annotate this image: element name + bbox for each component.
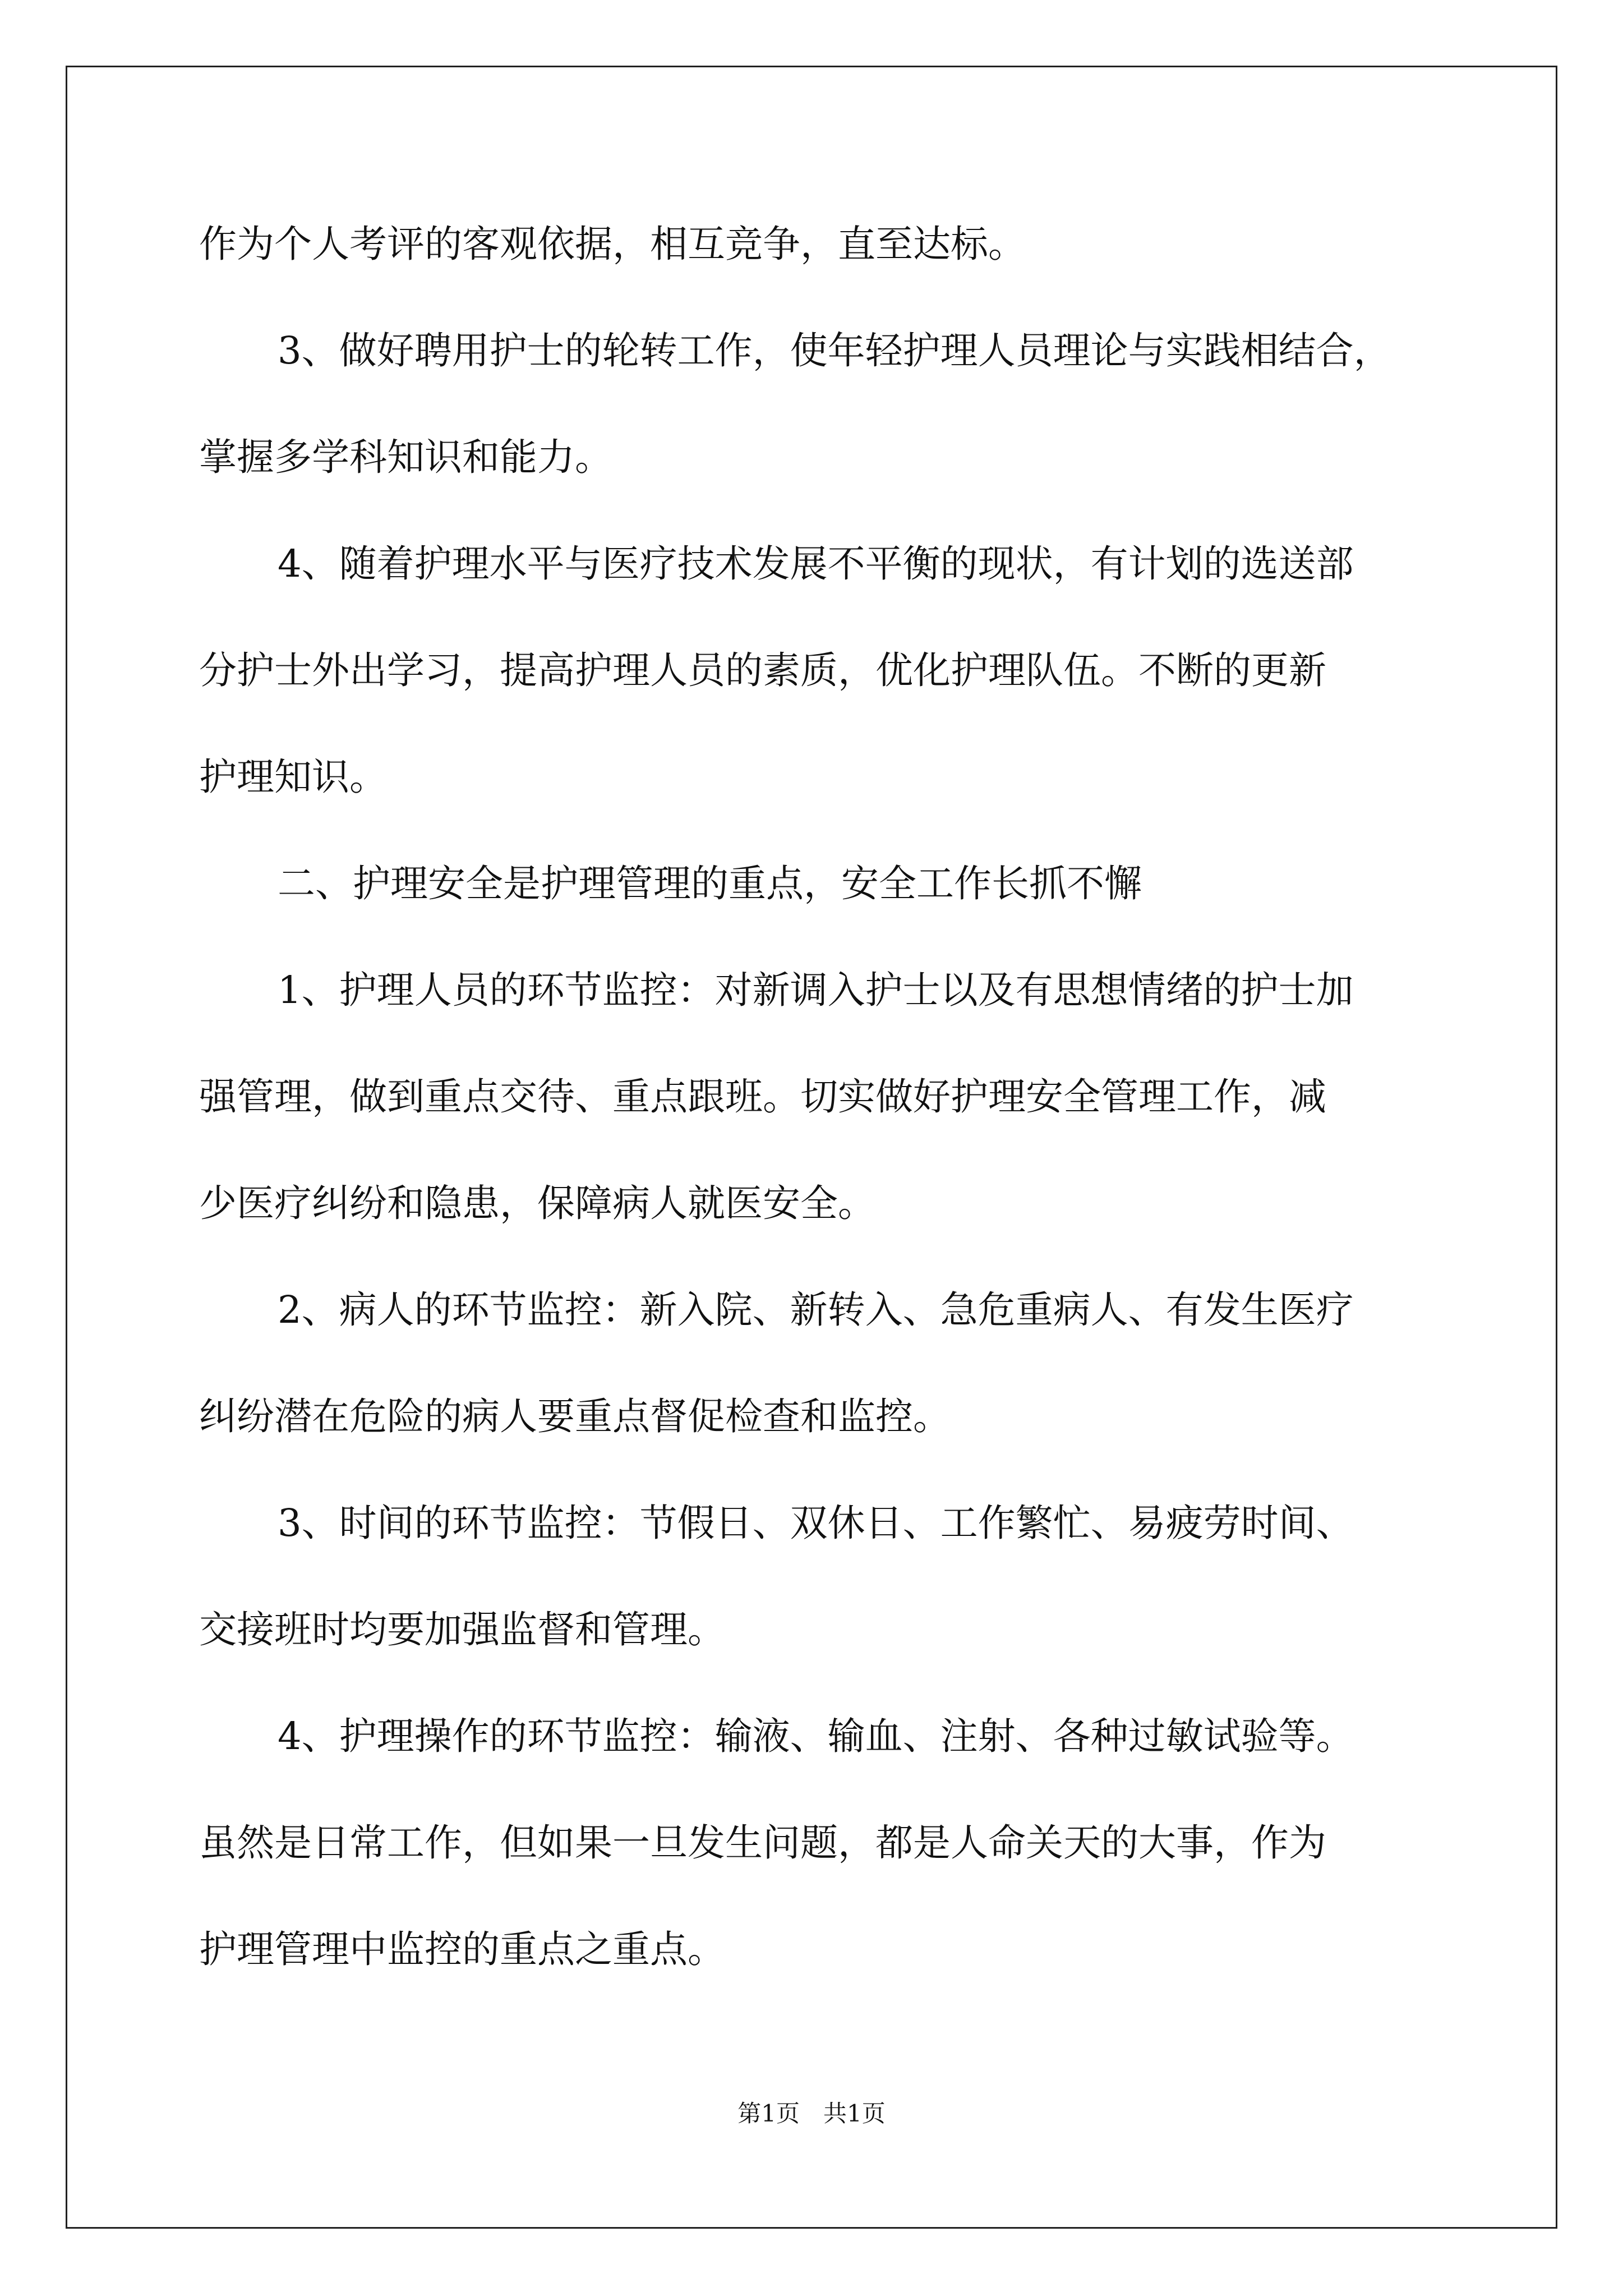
paragraph-line: 分护士外出学习，提高护理人员的素质，优化护理队伍。不断的更新 (199, 648, 1326, 692)
page-footer: 第1页 共1页 (737, 2100, 886, 2127)
paragraph-line: 2、病人的环节监控：新入院、新转入、急危重病人、有发生医疗 (278, 1288, 1354, 1332)
paragraph-line: 纠纷潜在危险的病人要重点督促检查和监控。 (199, 1395, 951, 1438)
paragraph-line: 4、护理操作的环节监控：输液、输血、注射、各种过敏试验等。 (278, 1714, 1354, 1758)
page-border (66, 66, 1557, 2229)
paragraph-line: 4、随着护理水平与医疗技术发展不平衡的现状，有计划的选送部 (278, 542, 1354, 586)
paragraph-line: 3、时间的环节监控：节假日、双休日、工作繁忙、易疲劳时间、 (278, 1501, 1354, 1545)
paragraph-line: 强管理，做到重点交待、重点跟班。切实做好护理安全管理工作，减 (199, 1075, 1326, 1119)
paragraph-line: 交接班时均要加强监督和管理。 (199, 1608, 725, 1651)
paragraph-line: 护理管理中监控的重点之重点。 (199, 1927, 725, 1971)
section-heading: 二、护理安全是护理管理的重点，安全工作长抓不懈 (278, 862, 1142, 905)
paragraph-line: 少医疗纠纷和隐患，保障病人就医安全。 (199, 1181, 875, 1225)
paragraph-line: 1、护理人员的环节监控：对新调入护士以及有思想情绪的护士加 (278, 968, 1354, 1012)
paragraph-line: 3、做好聘用护士的轮转工作，使年轻护理人员理论与实践相结合， (278, 329, 1391, 372)
paragraph-line: 作为个人考评的客观依据，相互竞争，直至达标。 (199, 222, 1026, 266)
paragraph-line: 护理知识。 (199, 755, 387, 799)
paragraph-line: 虽然是日常工作，但如果一旦发生问题，都是人命关天的大事，作为 (199, 1821, 1326, 1865)
paragraph-line: 掌握多学科知识和能力。 (199, 435, 612, 479)
